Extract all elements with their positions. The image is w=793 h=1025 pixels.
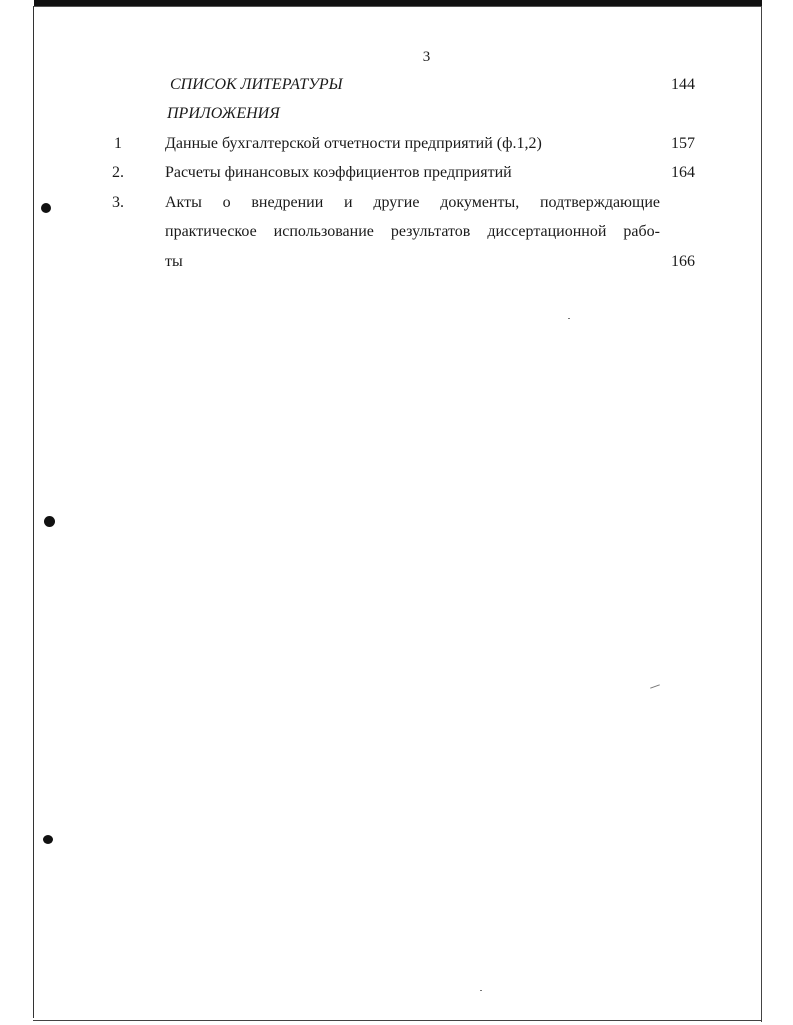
toc-references-title: СПИСОК ЛИТЕРАТУРЫ — [170, 76, 343, 93]
toc-references-page: 144 — [671, 76, 695, 93]
punch-hole-mark — [41, 203, 51, 213]
toc-item-text-line: практическое использование результатов диссертационной рабо- — [165, 223, 660, 240]
toc-item-text-line: Акты о внедрении и другие документы, подтверждающие — [165, 194, 660, 211]
scan-speck — [480, 990, 482, 991]
toc-item-text-line: ты — [165, 253, 183, 270]
toc-item-page: 157 — [671, 135, 695, 152]
scan-speck — [650, 684, 660, 688]
scan-bottom-border — [33, 1020, 762, 1021]
toc-item-page: 166 — [671, 253, 695, 270]
page-number: 3 — [422, 49, 431, 65]
scan-left-border — [33, 6, 34, 1018]
scan-right-border — [761, 6, 762, 1022]
scan-top-border-thin — [34, 6, 762, 7]
scan-speck — [568, 318, 570, 319]
punch-hole-mark — [43, 835, 53, 844]
toc-item-number: 1 — [114, 135, 122, 152]
toc-item-page: 164 — [671, 164, 695, 181]
toc-item-text: Расчеты финансовых коэффициентов предприятий — [165, 164, 512, 181]
toc-item-number: 2. — [112, 164, 124, 181]
punch-hole-mark — [44, 516, 55, 527]
toc-item-text: Данные бухгалтерской отчетности предприятий (ф.1,2) — [165, 135, 542, 152]
toc-item-number: 3. — [112, 194, 124, 211]
toc-appendices-title: ПРИЛОЖЕНИЯ — [167, 105, 280, 122]
